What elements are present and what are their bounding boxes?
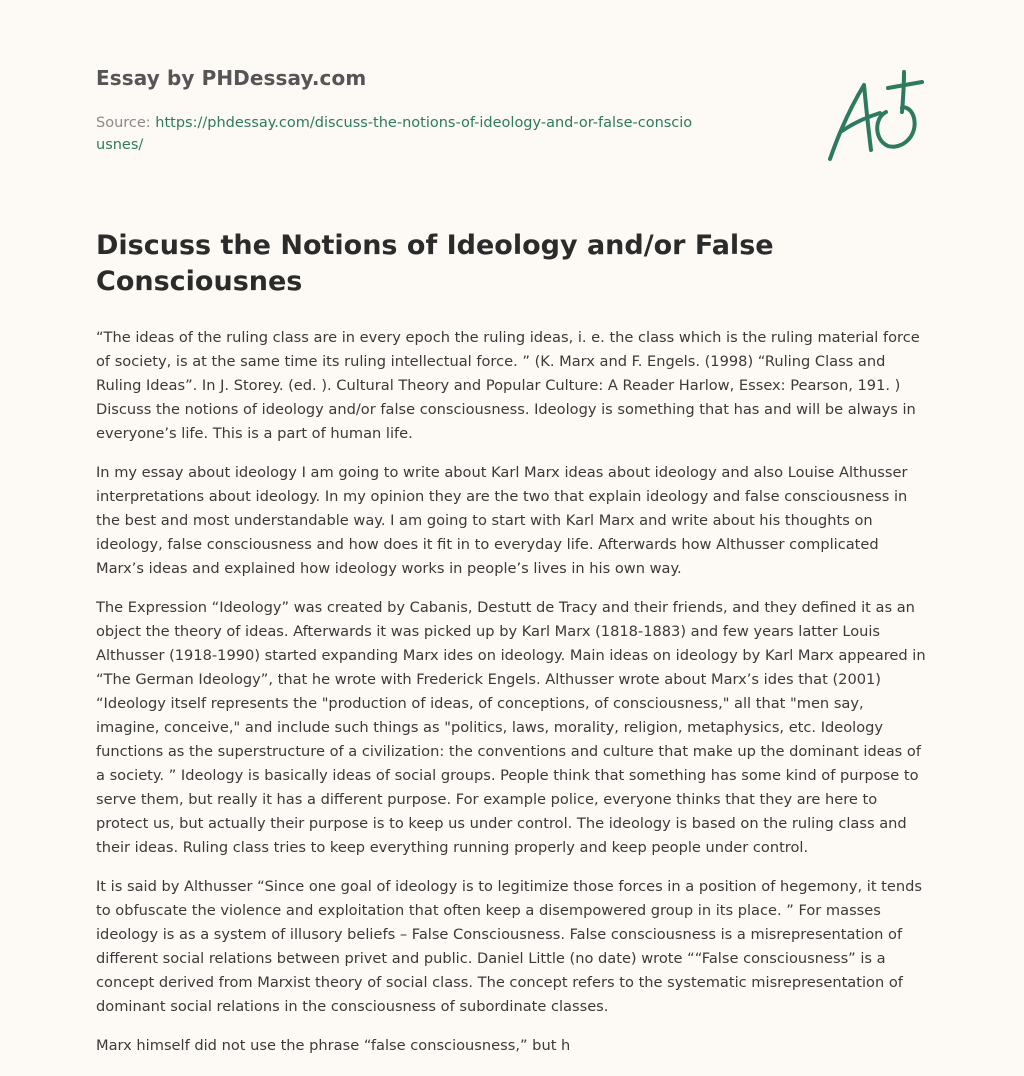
- paragraph: In my essay about ideology I am going to write about Karl Marx ideas about ideology and also Louise Althusser interpretations about ideology. In my opinion they are the two that explain ideology and false consciousness in the best and most understandable way. I am going to start with Karl Marx and write about his thoughts on ideology, false consciousness and how does it fit in to everyday life. Afterwards how Althusser complicated Marx’s ideas and explained how ideology works in people’s lives in his own way.: [96, 464, 908, 577]
- paragraph: It is said by Althusser “Since one goal of ideology is to legitimize those forces in a position of hegemony, it tends to obfuscate the violence and exploitation that often keep a disempowered group in its place. ” For masses ideology is as a system of illusory beliefs – False Consciousness. False consciousness is a misrepresentation of different social relations between privet and public. Daniel Little (no date) wrote ““False consciousness” is a concept derived from Marxist theory of social class. The concept refers to the systematic misrepresentation of dominant social relations in the consciousness of subordinate classes.: [96, 878, 922, 1015]
- essay-title: Discuss the Notions of Ideology and/or False Consciousnes: [96, 230, 774, 297]
- source-link[interactable]: https://phdessay.com/discuss-the-notions-of-ideology-and-or-false-consciousnes/: [96, 115, 693, 153]
- a-plus-grade-icon: [822, 68, 928, 164]
- site-title: Essay by PHDessay.com: [96, 66, 367, 90]
- paragraph: Marx himself did not use the phrase “false consciousness,” but h: [96, 1037, 571, 1054]
- paragraph: The Expression “Ideology” was created by Cabanis, Destutt de Tracy and their friends, and they defined it as an object the theory of ideas. Afterwards it was picked up by Karl Marx (1818-1883) and few years latter Louis Althusser (1918-1990) started expanding Marx ides on ideology. Main ideas on ideology by Karl Marx appeared in “The German Ideology”, that he wrote with Frederick Engels. Althusser wrote about Marx’s ides that (2001) “Ideology itself represents the "production of ideas, of conceptions, of consciousness," all that "men say, imagine, conceive," and include such things as "politics, laws, morality, religion, metaphysics, etc. Ideology functions as the superstructure of a civilization: the conventions and culture that make up the dominant ideas of a society. ” Ideology is basically ideas of social groups. People think that something has some kind of purpose to serve them, but really it has a different purpose. For example police, everyone thinks that they are here to protect us, but actually their purpose is to keep us under control. The ideology is based on the ruling class and their ideas. Ruling class tries to keep everything running properly and keep people under control.: [96, 599, 926, 856]
- paragraph: “The ideas of the ruling class are in every epoch the ruling ideas, i. e. the class which is the ruling material force of society, is at the same time its ruling intellectual force. ” (K. Marx and F. Engels. (1998) “Ruling Class and Ruling Ideas”. In J. Storey. (ed. ). Cultural Theory and Popular Culture: A Reader Harlow, Essex: Pearson, 191. ) Discuss the notions of ideology and/or false consciousness. Ideology is something that has and will be always in everyone’s life. This is a part of human life.: [96, 329, 920, 442]
- essay-body: [96, 326, 930, 1073]
- source-line: [96, 112, 696, 156]
- source-label: Source:: [96, 115, 151, 131]
